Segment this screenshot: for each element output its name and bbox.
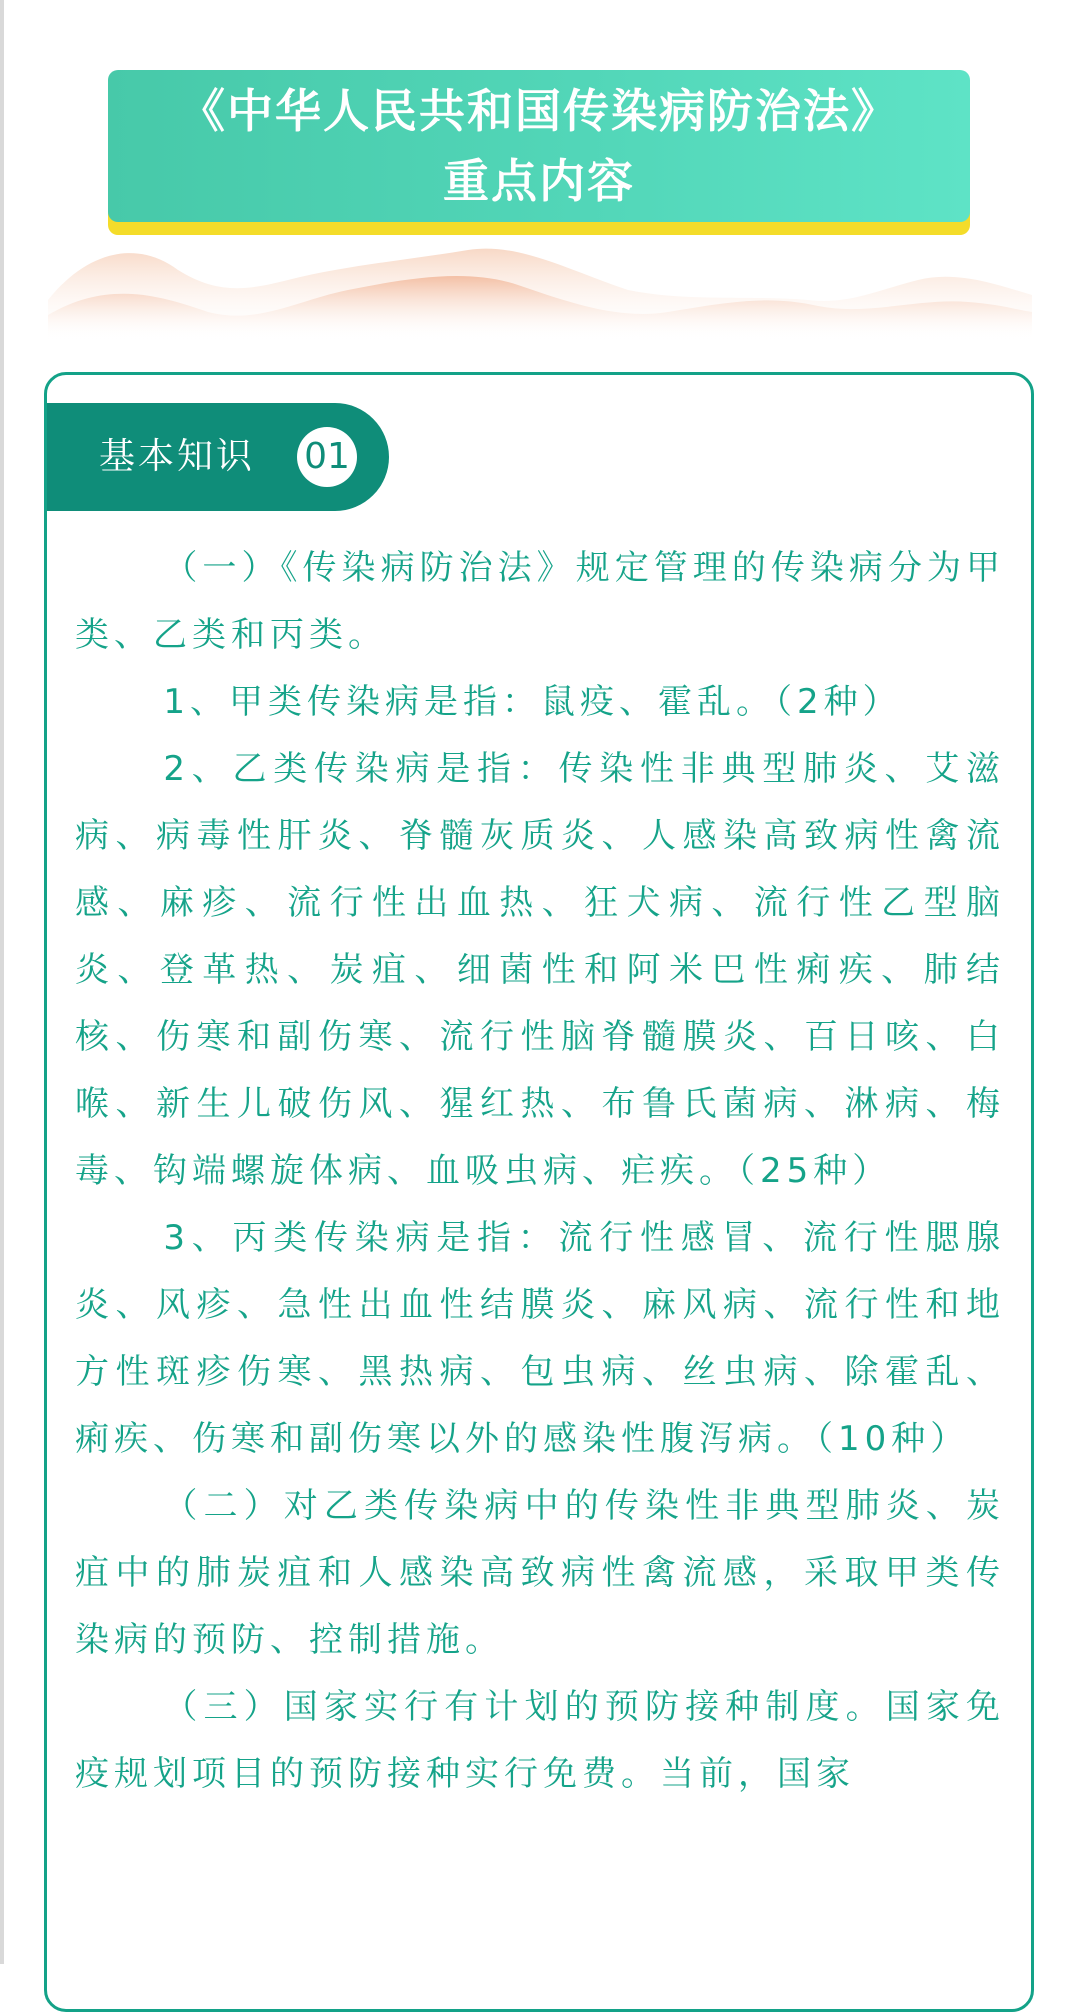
paragraph-2: 1、甲类传染病是指：鼠疫、霍乱。（2种）	[163, 682, 902, 722]
section-number-badge: 01	[297, 427, 357, 487]
title-line-1: 《中华人民共和国传染病防治法》	[179, 84, 899, 138]
title-line-2: 重点内容	[443, 154, 635, 208]
title-banner	[108, 70, 970, 235]
basic-knowledge-card	[44, 372, 1034, 2012]
paragraph-5: （二）对乙类传染病中的传染性非典型肺炎、炭疽中的肺炭疽和人感染高致病性禽流感，采取甲类传染病的预防、控制措施。	[75, 1486, 1005, 1660]
paragraph-4: 3、丙类传染病是指：流行性感冒、流行性腮腺炎、风疹、急性出血性结膜炎、麻风病、流行性和地方性斑疹伤寒、黑热病、包虫病、丝虫病、除霍乱、痢疾、伤寒和副伤寒以外的感染性腹泻病。（10种）	[75, 1218, 1005, 1459]
paragraph-1: （一）《传染病防治法》规定管理的传染病分为甲类、乙类和丙类。	[75, 548, 1005, 655]
section-label: 基本知识	[99, 436, 256, 477]
paragraph-6: （三）国家实行有计划的预防接种制度。国家免疫规划项目的预防接种实行免费。当前，国家	[75, 1687, 1005, 1794]
section-header-tab	[47, 403, 389, 511]
title-box	[108, 70, 970, 222]
paragraph-3: 2、乙类传染病是指：传染性非典型肺炎、艾滋病、病毒性肝炎、脊髓灰质炎、人感染高致病性禽流感、麻疹、流行性出血热、狂犬病、流行性乙型脑炎、登革热、炭疽、细菌性和阿米巴性痢疾、肺结核、伤寒和副伤寒、流行性脑脊髓膜炎、百日咳、白喉、新生儿破伤风、猩红热、布鲁氏菌病、淋病、梅毒、钩端螺旋体病、血吸虫病、疟疾。（25种）	[75, 749, 1005, 1191]
decorative-hills	[48, 240, 1032, 340]
section-content	[75, 535, 1005, 1808]
page-left-edge	[0, 0, 4, 1964]
